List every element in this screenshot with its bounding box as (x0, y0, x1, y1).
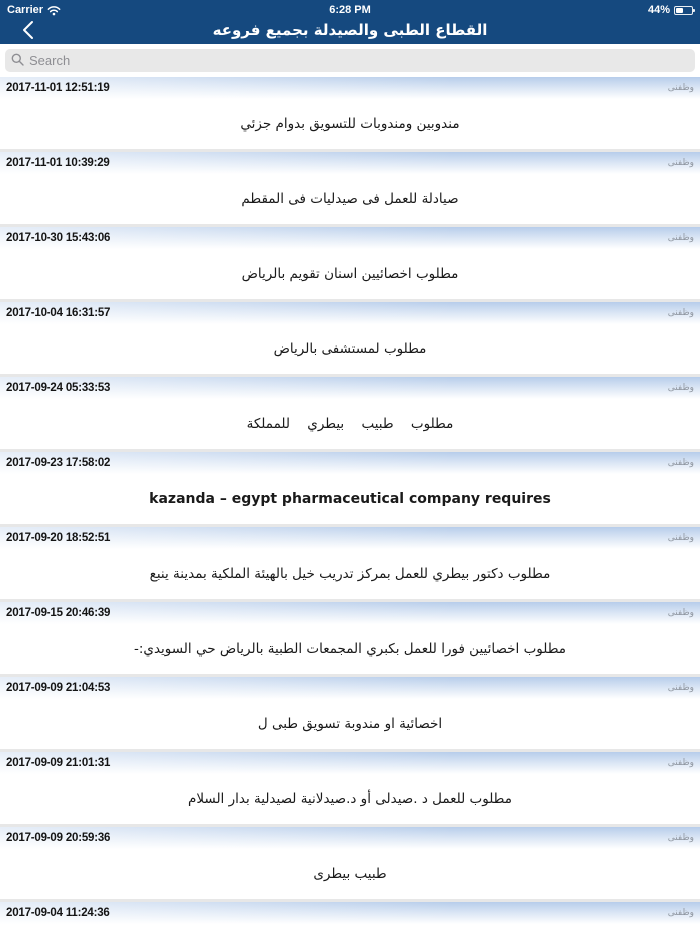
list-item-header (0, 902, 700, 924)
list-item[interactable] (0, 602, 700, 674)
wifi-icon (47, 5, 61, 16)
item-date: 2017-10-30 15:43:06 (6, 232, 111, 244)
list-item-header (0, 752, 700, 774)
search-field[interactable] (5, 49, 695, 72)
search-icon (11, 51, 24, 70)
list-item-header (0, 302, 700, 324)
item-text: اخصائية او مندوبة تسويق طبى ل (257, 716, 443, 732)
item-date: 2017-09-20 18:52:51 (6, 532, 111, 544)
list-item-body (0, 174, 700, 224)
item-text: مطلوب طبيب بيطري للمملكة (246, 416, 454, 432)
list-item-body (0, 99, 700, 149)
list-item-body (0, 249, 700, 299)
status-bar (0, 0, 700, 20)
list-item-body (0, 324, 700, 374)
chevron-left-icon (21, 20, 34, 43)
item-date: 2017-09-24 05:33:53 (6, 382, 111, 394)
list-item-body (0, 624, 700, 674)
item-date: 2017-11-01 10:39:29 (6, 157, 110, 169)
item-tag: وظفنى (667, 533, 694, 543)
list-item-header (0, 677, 700, 699)
item-date: 2017-09-04 11:24:36 (6, 907, 110, 919)
list-item-body (0, 474, 700, 524)
item-tag: وظفنى (667, 758, 694, 768)
item-date: 2017-09-09 21:04:53 (6, 682, 111, 694)
item-text: مطلوب اخصائيين فورا للعمل بكبري المجمعات الطبية بالرياض حي السويدي:- (133, 641, 567, 657)
item-tag: وظفنى (667, 908, 694, 918)
battery-percent: 44% (647, 4, 670, 16)
top-bar (0, 0, 700, 44)
list-item[interactable] (0, 77, 700, 149)
list-item[interactable] (0, 152, 700, 224)
list-item[interactable] (0, 452, 700, 524)
item-text: مطلوب لمستشفى بالرياض (273, 341, 427, 357)
item-text: kazanda – egypt pharmaceutical company requires (149, 491, 551, 507)
list-item-header (0, 152, 700, 174)
list-item-header (0, 527, 700, 549)
list-item[interactable] (0, 377, 700, 449)
list-item-body (0, 849, 700, 899)
back-button[interactable] (14, 18, 40, 44)
item-date: 2017-09-09 20:59:36 (6, 832, 111, 844)
battery-icon (674, 6, 693, 15)
list-item[interactable] (0, 302, 700, 374)
item-text: مطلوب للعمل د .صيدلى أو د.صيدلانية لصيدلية بدار السلام (187, 791, 512, 807)
list-item-header (0, 602, 700, 624)
item-date: 2017-10-04 16:31:57 (6, 307, 111, 319)
job-list (0, 77, 700, 934)
item-date: 2017-09-23 17:58:02 (6, 457, 111, 469)
item-tag: وظفنى (667, 833, 694, 843)
item-date: 2017-09-15 20:46:39 (6, 607, 111, 619)
list-item-body (0, 549, 700, 599)
item-text: مطلوب دكتور بيطري للعمل بمركز تدريب خيل بالهيئة الملكية بمدينة ينبع (149, 566, 551, 582)
list-item-body (0, 924, 700, 934)
list-item-body (0, 399, 700, 449)
list-item[interactable] (0, 902, 700, 934)
list-item[interactable] (0, 227, 700, 299)
list-item-header (0, 227, 700, 249)
page-title: القطاع الطبى والصيدلة بجميع فروعه (212, 21, 488, 39)
item-text: مطلوب اخصائيين اسنان تقويم بالرياض (241, 266, 459, 282)
list-item-body (0, 774, 700, 824)
status-left (7, 4, 97, 16)
list-item-header (0, 377, 700, 399)
item-tag: وظفنى (667, 383, 694, 393)
item-tag: وظفنى (667, 683, 694, 693)
list-item[interactable] (0, 827, 700, 899)
item-tag: وظفنى (667, 158, 694, 168)
item-tag: وظفنى (667, 608, 694, 618)
list-item-body (0, 699, 700, 749)
item-tag: وظفنى (667, 233, 694, 243)
item-text: صيادلة للعمل فى صيدليات فى المقطم (241, 191, 459, 207)
list-item[interactable] (0, 527, 700, 599)
list-item[interactable] (0, 752, 700, 824)
item-text: مندوبين ومندوبات للتسويق بدوام جزئي (240, 116, 460, 132)
nav-bar (0, 20, 700, 44)
list-item[interactable] (0, 677, 700, 749)
item-tag: وظفنى (667, 308, 694, 318)
carrier-label: Carrier (7, 4, 44, 16)
item-date: 2017-11-01 12:51:19 (6, 82, 110, 94)
search-input[interactable] (29, 53, 689, 68)
item-tag: وظفنى (667, 458, 694, 468)
list-item-header (0, 827, 700, 849)
search-bar (0, 44, 700, 77)
clock: 6:28 PM (329, 4, 371, 16)
item-date: 2017-09-09 21:01:31 (6, 757, 111, 769)
status-right (603, 4, 693, 16)
list-item-header (0, 77, 700, 99)
list-item-header (0, 452, 700, 474)
item-tag: وظفنى (667, 83, 694, 93)
item-text: طبيب بيطرى (313, 866, 387, 882)
